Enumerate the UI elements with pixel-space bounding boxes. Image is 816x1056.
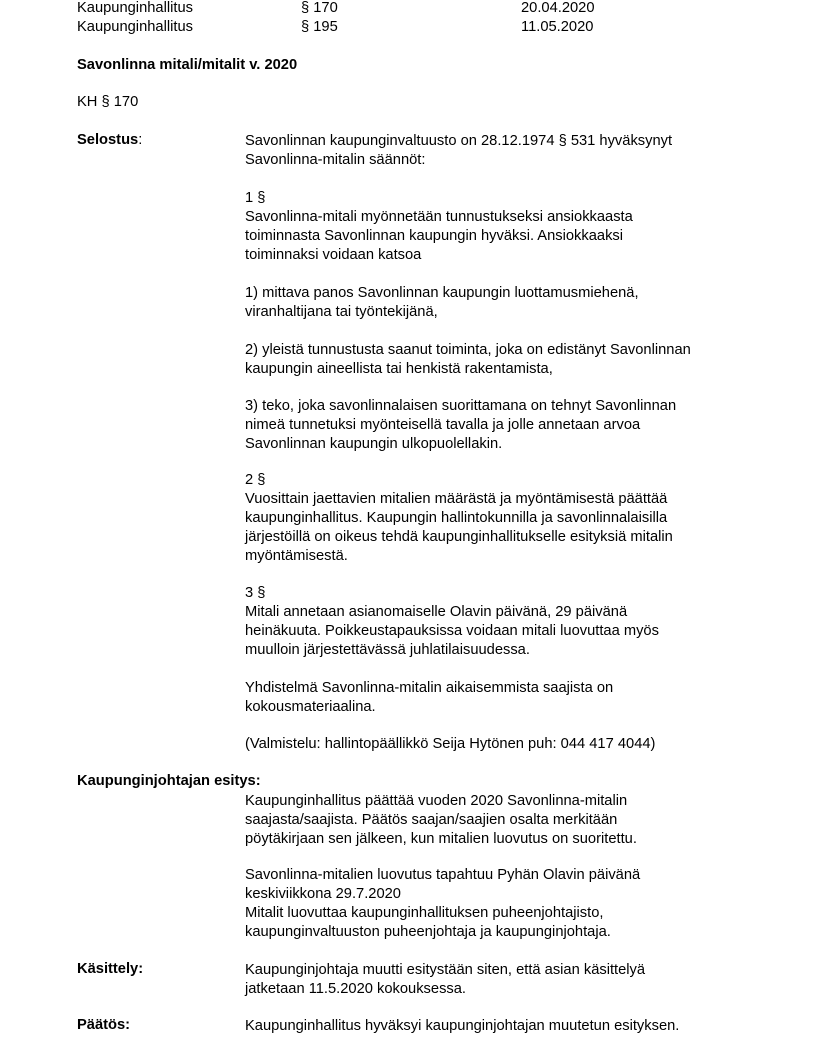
selostus-paragraph-7: 3 § Mitali annetaan asianomaiselle Olavin päivänä, 29 päivänä heinäkuuta. Poikkeustapauksissa voidaan mitali luovuttaa myös muulloin järjestettävässä juhlatilaisuudessa. xyxy=(245,585,659,658)
kasittely-text: Kaupunginjohtaja muutti esitystään siten, että asian käsittelyä jatketaan 11.5.2020 kokouksessa. xyxy=(245,962,646,997)
kasittely-label: Käsittely: xyxy=(77,961,144,977)
paatos-text: Kaupunginhallitus hyväksyi kaupunginjohtajan muutetun esityksen. xyxy=(245,1018,680,1034)
esitys-paragraph-2: Savonlinna-mitalien luovutus tapahtuu Pyhän Olavin päivänä keskiviikkona 29.7.2020 Mitalit luovuttaa kaupunginhallituksen puheenjohtajisto, kaupunginvaltuuston puheenjohtaja ja kaupunginjohtaja. xyxy=(245,867,641,940)
selostus-paragraph-2: 1 § Savonlinna-mitali myönnetään tunnustukseksi ansiokkaasta toiminnasta Savonlinnan kaupungin hyväksi. Ansiokkaaksi toiminnaksi voidaan katsoa xyxy=(245,190,633,263)
history-section-2: § 195 xyxy=(301,19,338,35)
selostus-paragraph-6: 2 § Vuosittain jaettavien mitalien määrästä ja myöntämisestä päättää kaupunginhallitus. Kaupungin hallintokunnilla ja savonlinnalaisilla järjestöillä on oikeus tehdä kaupunginhallitukselle esityksiä mitalin myöntämisestä. xyxy=(245,472,673,564)
history-section-1: § 170 xyxy=(301,0,338,16)
history-body-2: Kaupunginhallitus xyxy=(77,19,193,35)
matter-reference: KH § 170 xyxy=(77,94,139,110)
selostus-paragraph-3: 1) mittava panos Savonlinnan kaupungin luottamusmiehenä, viranhaltijana tai työntekijänä, xyxy=(245,285,639,320)
selostus-paragraph-9: (Valmistelu: hallintopäällikkö Seija Hytönen puh: 044 417 4044) xyxy=(245,736,656,752)
selostus-paragraph-4: 2) yleistä tunnustusta saanut toiminta, joka on edistänyt Savonlinnan kaupungin aineellista tai henkistä rakentamista, xyxy=(245,342,691,377)
esitys-paragraph-1: Kaupunginhallitus päättää vuoden 2020 Savonlinna-mitalin saajasta/saajista. Päätös saajan/saajien osalta merkitään pöytäkirjaan sen jälkeen, kun mitalien luovutus on suoritettu. xyxy=(245,793,637,847)
selostus-label: Selostus: xyxy=(77,132,143,148)
selostus-paragraph-5: 3) teko, joka savonlinnalaisen suorittamana on tehnyt Savonlinnan nimeä tunnetuksi myönteisellä tavalla ja jolle annetaan arvoa Savonlinnan kaupungin ulkopuolellakin. xyxy=(245,398,677,452)
history-date-1: 20.04.2020 xyxy=(521,0,595,16)
history-body-1: Kaupunginhallitus xyxy=(77,0,193,16)
selostus-paragraph-8: Yhdistelmä Savonlinna-mitalin aikaisemmista saajista on kokousmateriaalina. xyxy=(245,680,614,715)
selostus-paragraph-1: Savonlinnan kaupunginvaltuusto on 28.12.1974 § 531 hyväksynyt Savonlinna-mitalin säännöt: xyxy=(245,133,673,168)
esitys-label: Kaupunginjohtajan esitys: xyxy=(77,773,261,789)
history-date-2: 11.05.2020 xyxy=(521,19,594,35)
paatos-label: Päätös: xyxy=(77,1017,131,1033)
matter-title: Savonlinna mitali/mitalit v. 2020 xyxy=(77,57,298,73)
